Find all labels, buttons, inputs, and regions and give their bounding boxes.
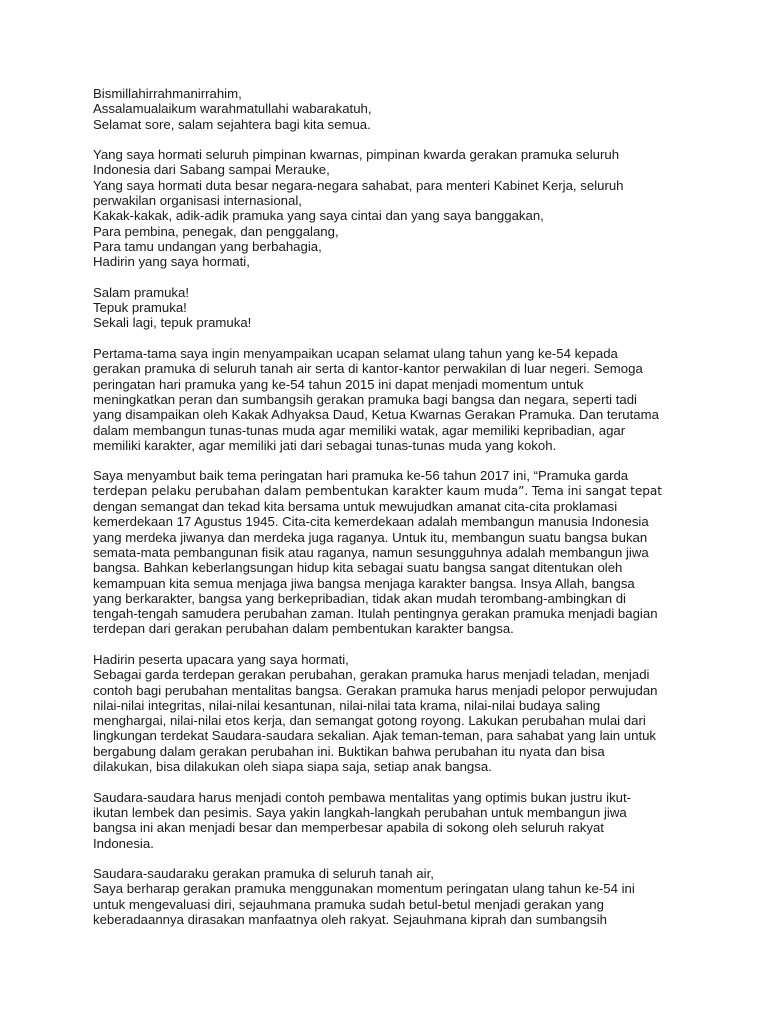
text-line: contoh bagi perubahan mentalitas bangsa. Gerakan pramuka harus menjadi pelopor perwujudan bbox=[93, 682, 658, 698]
text-line: Para tamu undangan yang berbahagia, bbox=[93, 238, 322, 254]
text-line: Saudara-saudaraku gerakan pramuka di seluruh tanah air, bbox=[93, 866, 434, 882]
text-line: memiliki karakter, agar memiliki jati dari sebagai tunas-tunas muda yang kokoh. bbox=[93, 437, 557, 453]
text-line: Selamat sore, salam sejahtera bagi kita semua. bbox=[93, 116, 371, 132]
text-line: meningkatkan peran dan sumbangsih gerakan pramuka bagi bangsa dan negara, seperti tadi bbox=[93, 391, 637, 407]
text-line: Bismillahirrahmanirrahim, bbox=[93, 86, 242, 101]
text-line: kemerdekaan 17 Agustus 1945. Cita-cita kemerdekaan adalah membangun manusia Indonesia bbox=[93, 514, 649, 530]
congratulation-paragraph bbox=[93, 346, 713, 453]
text-line: yang merdeka jiwanya dan merdeka juga raganya. Untuk itu, membangun suatu bangsa bukan bbox=[93, 529, 648, 545]
text-line: Pertama-tama saya ingin menyampaikan ucapan selamat ulang tahun yang ke-54 kepada bbox=[93, 346, 618, 362]
text-line: perwakilan organisasi internasional, bbox=[93, 193, 302, 209]
salutation-paragraph bbox=[93, 147, 713, 269]
text-line: Sekali lagi, tepuk pramuka! bbox=[93, 315, 252, 331]
text-line: Hadirin yang saya hormati, bbox=[93, 254, 250, 270]
text-line: dilakukan, bisa dilakukan oleh siapa siapa saja, setiap anak bangsa. bbox=[93, 759, 492, 775]
text-line: keberadaannya dirasakan manfaatnya oleh rakyat. Sejauhmana kiprah dan sumbangsih bbox=[93, 912, 607, 928]
opening-greeting-paragraph bbox=[93, 86, 713, 132]
text-line: ikutan lembek dan pesimis. Saya yakin langkah-langkah perubahan untuk membangun jiwa bbox=[93, 804, 627, 820]
text-line: Kakak-kakak, adik-adik pramuka yang saya cintai dan yang saya banggakan, bbox=[93, 208, 544, 224]
text-line: Sebagai garda terdepan gerakan perubahan, gerakan pramuka harus menjadi teladan, menjadi bbox=[93, 667, 650, 683]
text-line: bangsa. Bahkan keberlangsungan hidup kita sebagai suatu bangsa sangat ditentukan oleh bbox=[93, 560, 623, 576]
text-line: kemampuan kita semua menjaga jiwa bangsa menjaga karakter bangsa. Insya Allah, bangsa bbox=[93, 575, 635, 591]
salam-pramuka-paragraph bbox=[93, 285, 713, 331]
mentalitas-paragraph bbox=[93, 790, 713, 851]
text-line: Yang saya hormati seluruh pimpinan kwarnas, pimpinan kwarda gerakan pramuka seluruh bbox=[93, 147, 620, 163]
text-line: Hadirin peserta upacara yang saya hormati, bbox=[93, 651, 349, 667]
text-line: yang berkarakter, bangsa yang berkepribadian, tidak akan mudah terombang-ambingkan di bbox=[93, 590, 626, 606]
text-line: Indonesia dari Sabang sampai Merauke, bbox=[93, 162, 330, 178]
text-line: Salam pramuka! bbox=[93, 284, 190, 300]
text-line: Saya berharap gerakan pramuka menggunakan momentum peringatan ulang tahun ke-54 ini bbox=[93, 881, 635, 897]
text-line: gerakan pramuka di seluruh tanah air serta di kantor-kantor perwakilan di luar negeri. Semoga bbox=[93, 361, 643, 377]
text-line: peringatan hari pramuka yang ke-54 tahun 2015 ini dapat menjadi momentum untuk bbox=[93, 376, 584, 392]
text-line: terdepan pelaku perubahan dalam pembentukan karakter kaum muda”. Tema ini sangat tepat bbox=[93, 483, 662, 498]
evaluasi-paragraph bbox=[93, 866, 713, 927]
text-line: untuk mengevaluasi diri, sejauhmana pramuka sudah betul-betul menjadi gerakan yang bbox=[93, 896, 604, 912]
text-line: nilai-nilai integritas, nilai-nilai kesantunan, nilai-nilai tata krama, nilai-nilai budaya saling bbox=[93, 697, 601, 713]
text-line: semata-mata pembangunan fisik atau raganya, namun sesungguhnya adalah membangun jiwa bbox=[93, 544, 649, 560]
text-line: Saya menyambut baik tema peringatan hari pramuka ke-56 tahun 2017 ini, “Pramuka garda bbox=[93, 468, 629, 484]
text-line: dengan semangat dan tekad kita bersama untuk mewujudkan amanat cita-cita proklamasi bbox=[93, 499, 618, 515]
text-line: yang disampaikan oleh Kakak Adhyaksa Daud, Ketua Kwarnas Gerakan Pramuka. Dan terutama bbox=[93, 407, 659, 423]
text-line: bangsa ini akan menjadi besar dan memperbesar apabila di sokong oleh seluruh rakyat bbox=[93, 820, 604, 836]
text-line: dalam membangun tunas-tunas muda agar memiliki watak, agar memiliki kepribadian, agar bbox=[93, 422, 626, 438]
text-line: Indonesia. bbox=[93, 835, 154, 851]
text-line: Assalamualaikum warahmatullahi wabarakatuh, bbox=[93, 101, 372, 117]
speech-text bbox=[93, 86, 713, 943]
text-line: Yang saya hormati duta besar negara-negara sahabat, para menteri Kabinet Kerja, seluruh bbox=[93, 177, 624, 193]
text-line: Para pembina, penegak, dan penggalang, bbox=[93, 223, 339, 239]
garda-terdepan-paragraph bbox=[93, 652, 713, 774]
text-line: Saudara-saudara harus menjadi contoh pembawa mentalitas yang optimis bukan justru ikut- bbox=[93, 789, 632, 805]
text-line: tengah-tengah samudera perubahan zaman. Itulah pentingnya gerakan pramuka menjadi bagian bbox=[93, 606, 658, 622]
text-line: bergabung dalam gerakan perubahan ini. Buktikan bahwa perubahan itu nyata dan bisa bbox=[93, 743, 605, 759]
text-line: Tepuk pramuka! bbox=[93, 300, 187, 316]
text-line: menghargai, nilai-nilai etos kerja, dan semangat gotong royong. Lakukan perubahan mulai dari bbox=[93, 713, 646, 729]
text-line: lingkungan terdekat Saudara-saudara sekalian. Ajak teman-teman, para sahabat yang lain untuk bbox=[93, 728, 657, 744]
theme-paragraph bbox=[93, 468, 713, 636]
text-line: terdepan dari gerakan perubahan dalam pembentukan karakter bangsa. bbox=[93, 621, 514, 637]
